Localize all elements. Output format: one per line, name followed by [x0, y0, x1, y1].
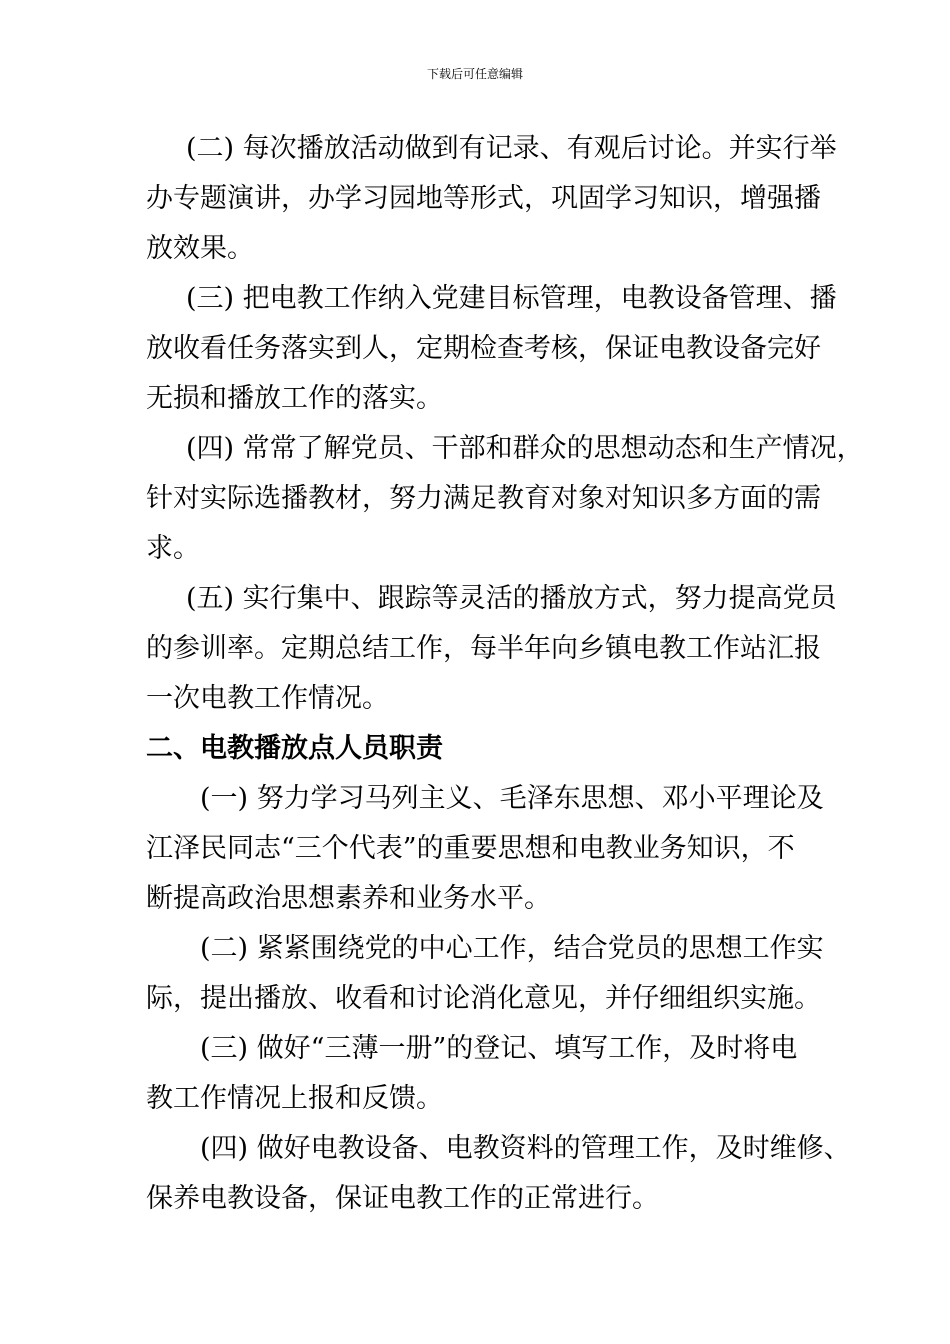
paragraph-line: (三) 把电教工作纳入党建目标管理，电教设备管理、播	[186, 283, 837, 314]
paragraph-line: (一) 努力学习马列主义、毛泽东思想、邓小平理论及	[200, 783, 824, 814]
paragraph-line: 保养电教设备，保证电教工作的正常进行。	[146, 1183, 659, 1214]
paragraph-line: 放收看任务落实到人，定期检查考核，保证电教设备完好	[146, 333, 821, 364]
paragraph-line: (五) 实行集中、跟踪等灵活的播放方式，努力提高党员	[186, 583, 837, 614]
paragraph-line: (二) 每次播放活动做到有记录、有观后讨论。并实行举	[186, 133, 837, 164]
paragraph-line: (三) 做好“三薄一册”的登记、填写工作，及时将电	[200, 1033, 798, 1064]
paragraph-line: 断提高政治思想素养和业务水平。	[146, 883, 551, 914]
paragraph-line: 办专题演讲，办学习园地等形式，巩固学习知识，增强播	[146, 183, 821, 214]
paragraph-line: 一次电教工作情况。	[146, 683, 389, 714]
header-note: 下载后可任意编辑	[426, 67, 523, 81]
paragraph-line: 际，提出播放、收看和讨论消化意见，并仔细组织实施。	[146, 983, 821, 1014]
paragraph-line: 无损和播放工作的落实。	[146, 383, 443, 414]
paragraph-line: 江泽民同志“三个代表”的重要思想和电教业务知识，不	[146, 833, 795, 864]
paragraph-line: 的参训率。定期总结工作，每半年向乡镇电教工作站汇报	[146, 633, 821, 664]
paragraph-line: 放效果。	[146, 233, 254, 264]
paragraph-line: 针对实际选播教材，努力满足教育对象对知识多方面的需	[146, 483, 821, 514]
paragraph-line: 教工作情况上报和反馈。	[146, 1083, 443, 1114]
paragraph-line: 求。	[146, 533, 200, 564]
paragraph-line: (二) 紧紧围绕党的中心工作，结合党员的思想工作实	[200, 933, 824, 964]
section-heading: 二、电教播放点人员职责	[146, 733, 443, 764]
paragraph-line: (四) 做好电教设备、电教资料的管理工作，及时维修、	[200, 1133, 851, 1164]
paragraph-line: (四) 常常了解党员、干部和群众的思想动态和生产情况，	[186, 433, 864, 464]
